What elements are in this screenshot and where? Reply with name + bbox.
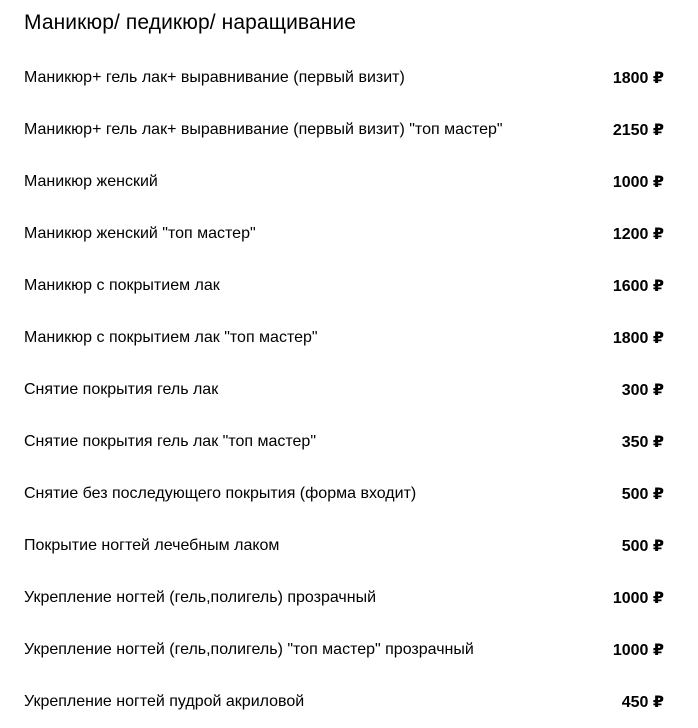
service-price: 1800 ₽ bbox=[612, 330, 664, 347]
service-row[interactable] bbox=[24, 676, 664, 728]
service-name: Маникюр+ гель лак+ выравнивание (первый визит) "топ мастер" bbox=[24, 121, 503, 138]
service-name: Маникюр женский "топ мастер" bbox=[24, 225, 256, 242]
service-name: Маникюр+ гель лак+ выравнивание (первый визит) bbox=[24, 69, 405, 86]
service-price: 500 ₽ bbox=[621, 538, 664, 555]
service-name: Маникюр с покрытием лак "топ мастер" bbox=[24, 329, 318, 346]
service-price: 1600 ₽ bbox=[612, 278, 664, 295]
service-name: Снятие покрытия гель лак bbox=[24, 381, 219, 398]
service-row[interactable] bbox=[24, 312, 664, 364]
service-row[interactable] bbox=[24, 364, 664, 416]
service-name: Снятие без последующего покрытия (форма входит) bbox=[24, 485, 417, 502]
service-price: 1200 ₽ bbox=[612, 226, 664, 243]
service-name: Маникюр женский bbox=[24, 173, 158, 190]
section-title: Маникюр/ педикюр/ наращивание bbox=[24, 11, 357, 34]
service-row[interactable] bbox=[24, 260, 664, 312]
service-price: 300 ₽ bbox=[621, 382, 664, 399]
service-row[interactable] bbox=[24, 52, 664, 104]
service-price: 1000 ₽ bbox=[612, 642, 664, 659]
service-list bbox=[24, 52, 664, 728]
service-row[interactable] bbox=[24, 208, 664, 260]
service-price: 1000 ₽ bbox=[612, 174, 664, 191]
service-price: 350 ₽ bbox=[621, 434, 664, 451]
service-row[interactable] bbox=[24, 156, 664, 208]
service-name: Снятие покрытия гель лак "топ мастер" bbox=[24, 433, 317, 450]
service-price: 1000 ₽ bbox=[612, 590, 664, 607]
service-row[interactable] bbox=[24, 416, 664, 468]
service-name: Покрытие ногтей лечебным лаком bbox=[24, 537, 280, 554]
service-price: 1800 ₽ bbox=[612, 70, 664, 87]
service-row[interactable] bbox=[24, 572, 664, 624]
service-row[interactable] bbox=[24, 520, 664, 572]
service-name: Укрепление ногтей (гель,полигель) "топ мастер" прозрачный bbox=[24, 641, 474, 658]
service-row[interactable] bbox=[24, 624, 664, 676]
service-name: Укрепление ногтей пудрой акриловой bbox=[24, 693, 305, 710]
service-price: 2150 ₽ bbox=[612, 122, 664, 139]
service-row[interactable] bbox=[24, 468, 664, 520]
service-price: 500 ₽ bbox=[621, 486, 664, 503]
service-row[interactable] bbox=[24, 104, 664, 156]
service-name: Укрепление ногтей (гель,полигель) прозрачный bbox=[24, 589, 377, 606]
service-price: 450 ₽ bbox=[621, 694, 664, 711]
service-name: Маникюр с покрытием лак bbox=[24, 277, 220, 294]
